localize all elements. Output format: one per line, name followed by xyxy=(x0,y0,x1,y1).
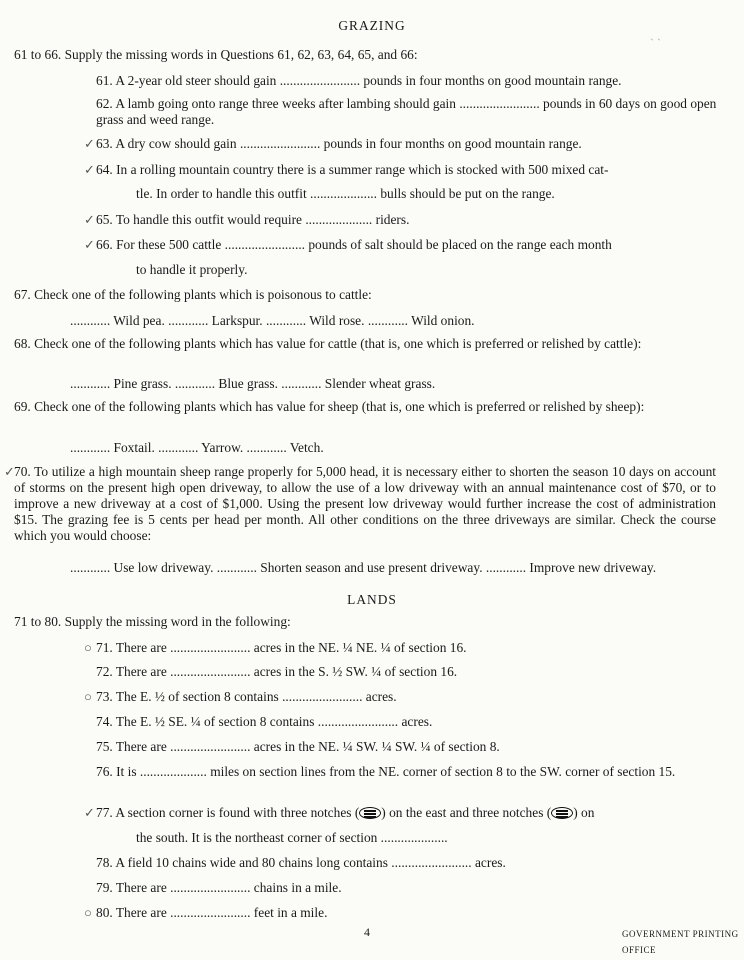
question-65: 65. To handle this outfit would require .................... riders. xyxy=(96,212,410,227)
question-72: 72. There are ........................ acres in the S. ½ SW. ¼ of section 16. xyxy=(96,664,458,679)
question-69-options: ............ Foxtail. ............ Yarrow. ............ Vetch. xyxy=(70,440,324,455)
lands-intro: 71 to 80. Supply the missing word in the following: xyxy=(14,614,291,629)
question-79: 79. There are ........................ chains in a mile. xyxy=(96,880,342,895)
question-68: 68. Check one of the following plants which has value for cattle (that is, one which is preferred or relished by cattle): xyxy=(14,336,642,351)
check-mark: ✓ xyxy=(84,212,95,227)
question-74: 74. The E. ½ SE. ¼ of section 8 contains ........................ acres. xyxy=(96,714,433,729)
question-80: 80. There are ........................ feet in a mile. xyxy=(96,905,328,920)
question-77-part1: 77. A section corner is found with three notches ( xyxy=(96,805,360,820)
question-66-line2: to handle it properly. xyxy=(136,262,248,277)
question-77-line1 xyxy=(96,805,594,821)
check-mark: ✓ xyxy=(4,464,15,479)
check-mark: ✓ xyxy=(84,136,95,151)
notches-icon xyxy=(551,807,573,819)
printer-mark: GOVERNMENT PRINTING OFFICE xyxy=(622,929,739,955)
question-63: 63. A dry cow should gain ........................ pounds in four months on good mountain range. xyxy=(96,136,582,151)
question-70-options: ............ Use low driveway. ............ Shorten season and use present driveway. ............ Improve new driveway. xyxy=(70,560,657,575)
circle-mark: ○ xyxy=(84,640,92,655)
question-71: 71. There are ........................ acres in the NE. ¼ NE. ¼ of section 16. xyxy=(96,640,467,655)
question-75: 75. There are ........................ acres in the NE. ¼ SW. ¼ SW. ¼ of section 8. xyxy=(96,739,500,754)
question-69: 69. Check one of the following plants which has value for sheep (that is, one which is preferred or relished by sheep): xyxy=(14,399,645,414)
question-68-options: ............ Pine grass. ............ Blue grass. ............ Slender wheat grass. xyxy=(70,376,436,391)
question-73: 73. The E. ½ of section 8 contains ........................ acres. xyxy=(96,689,397,704)
question-77-part3: ) on xyxy=(573,805,595,820)
circle-mark: ○ xyxy=(84,689,92,704)
question-77-part2: ) on the east and three notches ( xyxy=(381,805,552,820)
question-67-options: ............ Wild pea. ............ Larkspur. ............ Wild rose. ............ Wild onion. xyxy=(70,313,475,328)
question-66-line1: 66. For these 500 cattle ........................ pounds of salt should be placed on the range each month xyxy=(96,237,612,252)
question-70: 70. To utilize a high mountain sheep range properly for 5,000 head, it is necessary either to shorten the season 10 days on account of storms on the present high open driveway, to allow the use of a low driveway with an annual maintenance cost of $70, or to improve a new driveway at a cost of $1,000. Using the present low driveway would further increase the cost of administration $15. The grazing fee is 5 cents per head per month. All other conditions on the three driveways are similar. Check the course which you would choose: xyxy=(14,464,716,543)
question-67: 67. Check one of the following plants which is poisonous to cattle: xyxy=(14,287,372,302)
check-mark: ✓ xyxy=(84,162,95,177)
section-title-grazing: GRAZING xyxy=(338,18,406,33)
check-mark: ✓ xyxy=(84,237,95,252)
notches-icon xyxy=(359,807,381,819)
question-77-line2: the south. It is the northeast corner of section .................... xyxy=(136,830,448,845)
page-number: 4 xyxy=(364,925,370,939)
question-76: 76. It is .................... miles on section lines from the NE. corner of section 8 to the SW. corner of section 15. xyxy=(96,764,676,779)
question-78: 78. A field 10 chains wide and 80 chains long contains ........................ acres. xyxy=(96,855,506,870)
question-64-line1: 64. In a rolling mountain country there is a summer range which is stocked with 500 mixed cat- xyxy=(96,162,609,177)
stray-marks: ˎ ˎ xyxy=(650,27,661,41)
question-64-line2: tle. In order to handle this outfit .................... bulls should be put on the range. xyxy=(136,186,555,201)
question-62 xyxy=(96,96,720,128)
grazing-intro: 61 to 66. Supply the missing words in Questions 61, 62, 63, 64, 65, and 66: xyxy=(14,47,418,62)
circle-mark: ○ xyxy=(84,905,92,920)
section-title-lands: LANDS xyxy=(347,592,397,607)
question-61: 61. A 2-year old steer should gain ........................ pounds in four months on good mountain range. xyxy=(96,73,622,88)
check-mark: ✓ xyxy=(84,805,95,820)
question-62-text: 62. A lamb going onto range three weeks after lambing should gain ........................ pounds in 60 days on good open grass and weed range. xyxy=(96,96,717,127)
